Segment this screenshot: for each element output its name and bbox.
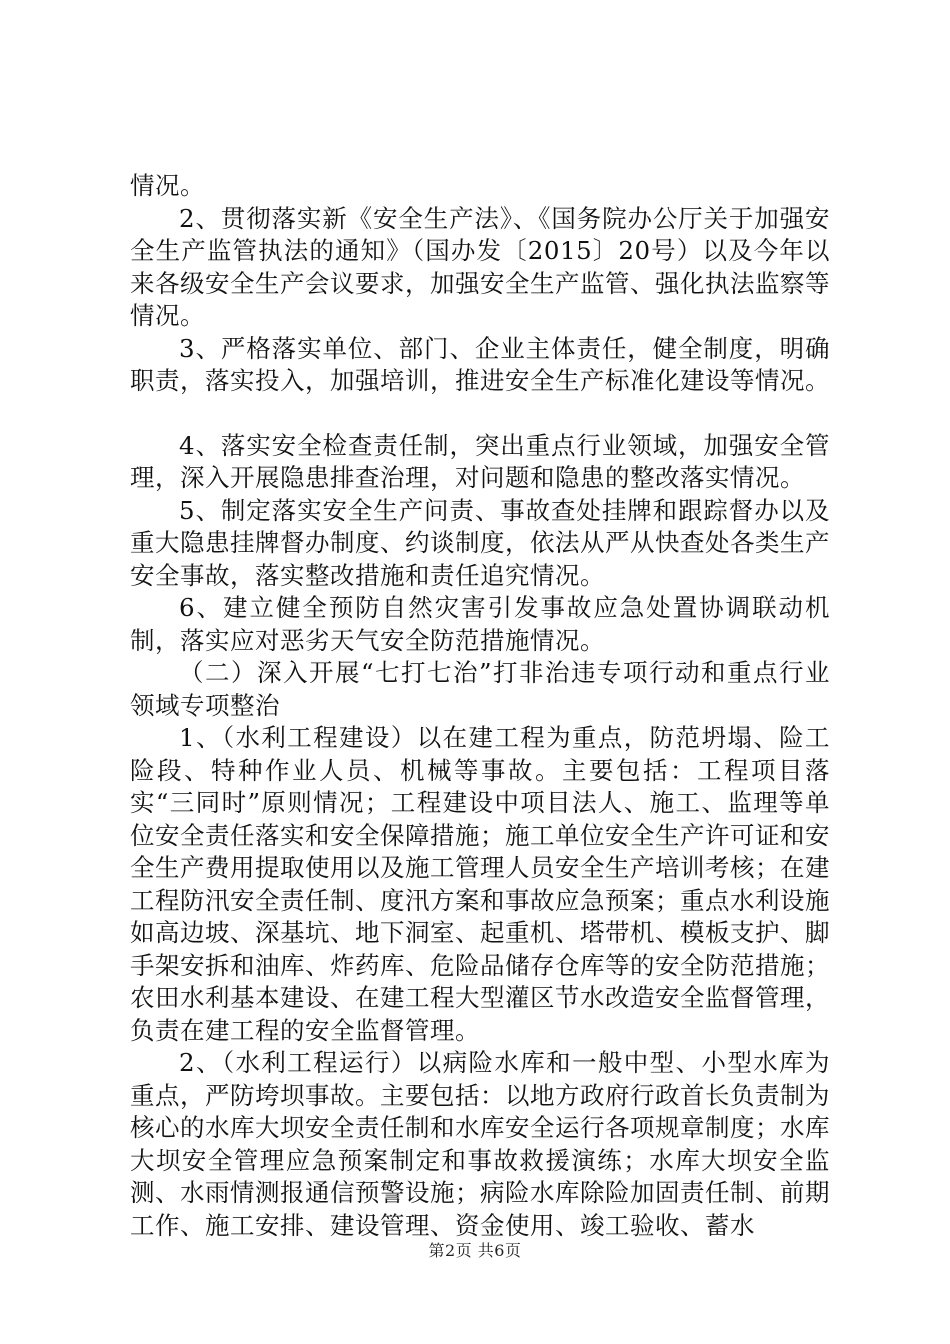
page-number-footer: 第2页 共6页 bbox=[428, 1241, 522, 1260]
document-body bbox=[130, 170, 830, 1242]
paragraph-item-2: 2、贯彻落实新《安全生产法》、《国务院办公厅关于加强安全生产监管执法的通知》（国办发〔2015〕20号）以及今年以来各级安全生产会议要求，加强安全生产监管、强化执法监察等情况。 bbox=[130, 203, 830, 330]
paragraph-item-6: 6、建立健全预防自然灾害引发事故应急处置协调联动机制，落实应对恶劣天气安全防范措施情况。 bbox=[130, 593, 830, 655]
paragraph-water-operation: 2、（水利工程运行）以病险水库和一般中型、小型水库为重点，严防垮坝事故。主要包括：以地方政府行政首长负责制为核心的水库大坝安全责任制和水库安全运行各项规章制度；水库大坝安全管理应急预案制定和事故救援演练；水库大坝安全监测、水雨情测报通信预警设施；病险水库除险加固责任制、前期工作、施工安排、建设管理、资金使用、竣工验收、蓄水 bbox=[130, 1048, 830, 1240]
section-heading-2: （二）深入开展“七打七治”打非治违专项行动和重点行业领域专项整治 bbox=[130, 658, 830, 720]
paragraph-item-5: 5、制定落实安全生产问责、事故查处挂牌和跟踪督办以及重大隐患挂牌督办制度、约谈制度，依法从严从快查处各类生产安全事故，落实整改措施和责任追究情况。 bbox=[130, 495, 830, 590]
paragraph-item-3: 3、严格落实单位、部门、企业主体责任，健全制度，明确职责，落实投入，加强培训，推进安全生产标准化建设等情况。 bbox=[130, 333, 830, 395]
paragraph-item-4: 4、落实安全检查责任制，突出重点行业领域，加强安全管理，深入开展隐患排查治理，对问题和隐患的整改落实情况。 bbox=[130, 430, 830, 492]
paragraph-continuation: 情况。 bbox=[130, 171, 205, 200]
paragraph-water-construction: 1、（水利工程建设）以在建工程为重点，防范坍塌、险工险段、特种作业人员、机械等事故。主要包括：工程项目落实“三同时”原则情况；工程建设中项目法人、施工、监理等单位安全责任落实和安全保障措施；施工单位安全生产许可证和安全生产费用提取使用以及施工管理人员安全生产培训考核；在建工程防汛安全责任制、度汛方案和事故应急预案；重点水利设施如高边坡、深基坑、地下洞室、起重机、塔带机、模板支护、脚手架安拆和油库、炸药库、危险品储存仓库等的安全防范措施；农田水利基本建设、在建工程大型灌区节水改造安全监督管理，负责在建工程的安全监督管理。 bbox=[130, 723, 830, 1045]
